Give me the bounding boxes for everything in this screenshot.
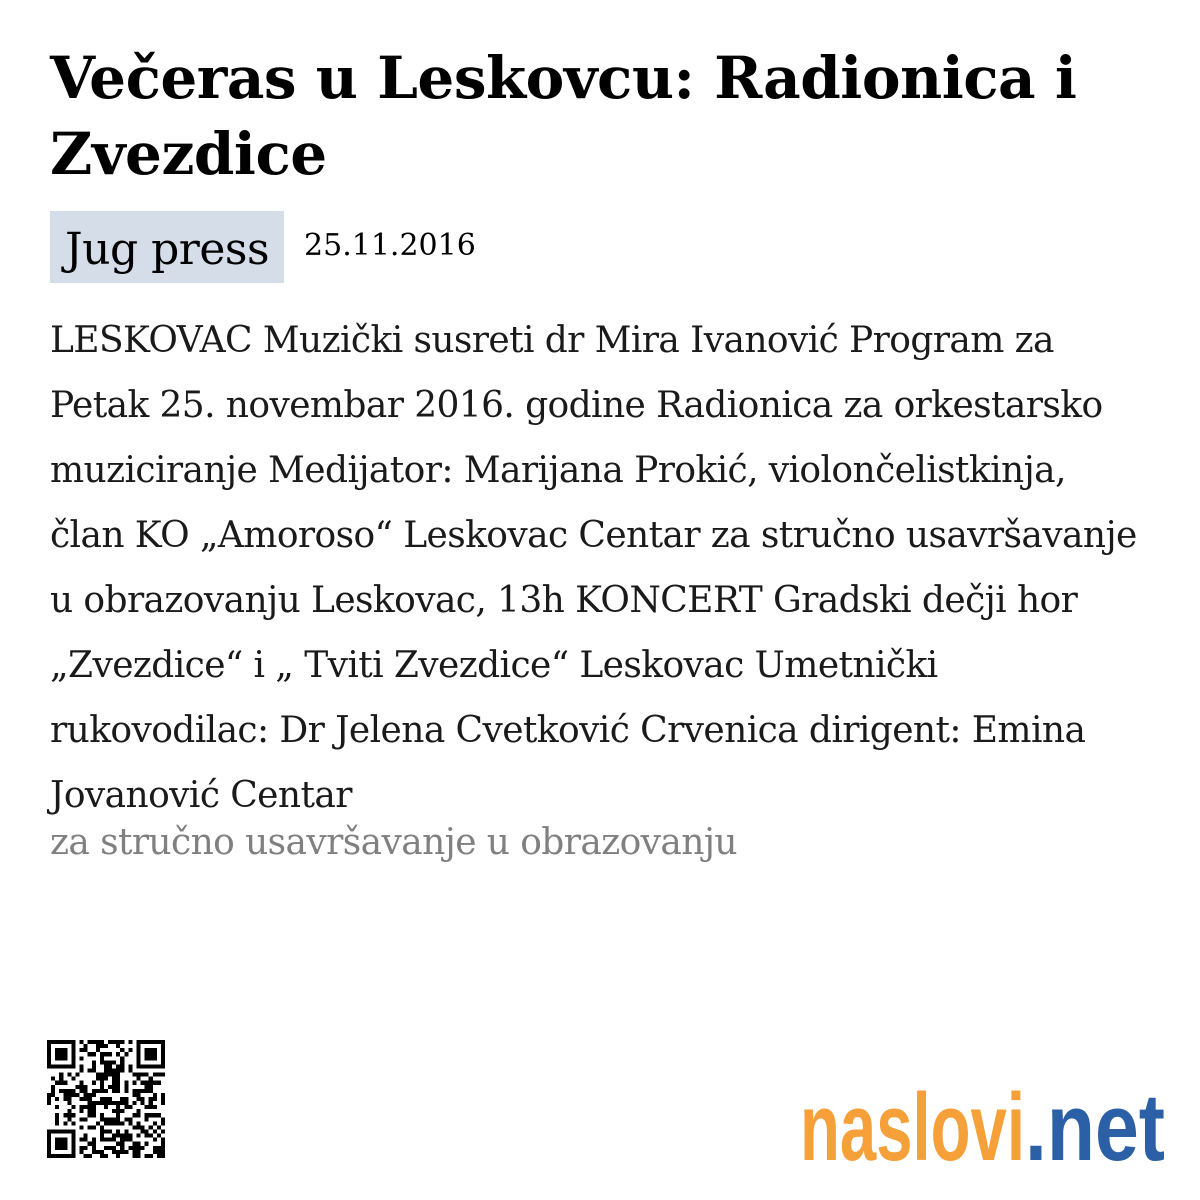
- article-meta: [50, 211, 476, 283]
- article-body-faded: za stručno usavršavanje u obrazovanju: [50, 822, 737, 863]
- article-title: Večeras u Leskovcu: Radionica i Zvezdice: [50, 44, 1077, 188]
- logo-part-net: .net: [1025, 1074, 1165, 1170]
- qr-code-icon: [47, 1040, 165, 1158]
- source-badge[interactable]: Jug press: [50, 211, 284, 283]
- article-date: 25.11.2016: [304, 228, 476, 263]
- article-body: LESKOVAC Muzički susreti dr Mira Ivanović Program za Petak 25. novembar 2016. godine Radionica za orkestarsko muziciranje Medijator: Marijana Prokić, violončelistkinja, član KO „Amoroso“ Leskovac Centar za stručno usavršavanje u obrazovanju Leskovac, 13h KONCERT Gradski dečji hor „Zvezdice“ i „ Tviti Zvezdice“ Leskovac Umetnički rukovodilac: Dr Jelena Cvetković Crvenica dirigent: Emina Jovanović Centar: [50, 320, 1137, 816]
- logo-part-naslovi: naslovi: [800, 1074, 1025, 1170]
- naslovi-net-logo[interactable]: [800, 1070, 1170, 1170]
